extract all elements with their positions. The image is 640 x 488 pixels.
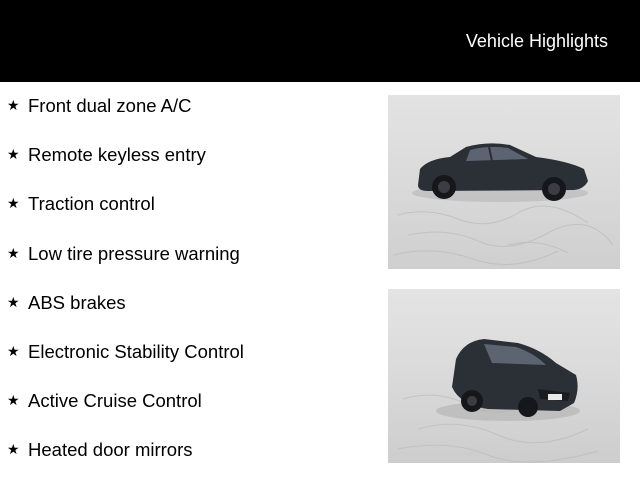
feature-label: Electronic Stability Control xyxy=(28,340,244,362)
feature-label: Low tire pressure warning xyxy=(28,242,240,264)
feature-label: Front dual zone A/C xyxy=(28,95,192,116)
star-icon: ★ xyxy=(7,293,20,310)
feature-label: Active Cruise Control xyxy=(28,390,202,412)
feature-label: ABS brakes xyxy=(28,291,126,313)
page-title: Vehicle Highlights xyxy=(465,31,608,51)
star-icon: ★ xyxy=(7,146,20,163)
feature-list xyxy=(0,94,380,488)
star-icon: ★ xyxy=(7,244,20,261)
list-item xyxy=(0,94,380,143)
feature-label: Traction control xyxy=(28,193,155,215)
star-icon: ★ xyxy=(7,342,20,359)
list-item xyxy=(0,340,380,389)
list-item xyxy=(0,389,380,438)
list-item xyxy=(0,438,380,487)
star-icon: ★ xyxy=(7,392,20,409)
star-icon: ★ xyxy=(7,195,20,212)
list-item xyxy=(0,192,380,241)
feature-label: Remote keyless entry xyxy=(28,144,206,166)
header-bar xyxy=(0,0,640,82)
vehicle-photo-side[interactable] xyxy=(388,95,620,269)
list-item xyxy=(0,242,380,291)
star-icon: ★ xyxy=(7,97,20,113)
list-item xyxy=(0,143,380,192)
star-icon: ★ xyxy=(7,441,20,458)
car-side-illustration xyxy=(388,95,620,269)
list-item xyxy=(0,291,380,340)
feature-label: Heated door mirrors xyxy=(28,439,193,461)
vehicle-photo-front[interactable] xyxy=(388,289,620,463)
car-front-illustration xyxy=(388,289,620,463)
